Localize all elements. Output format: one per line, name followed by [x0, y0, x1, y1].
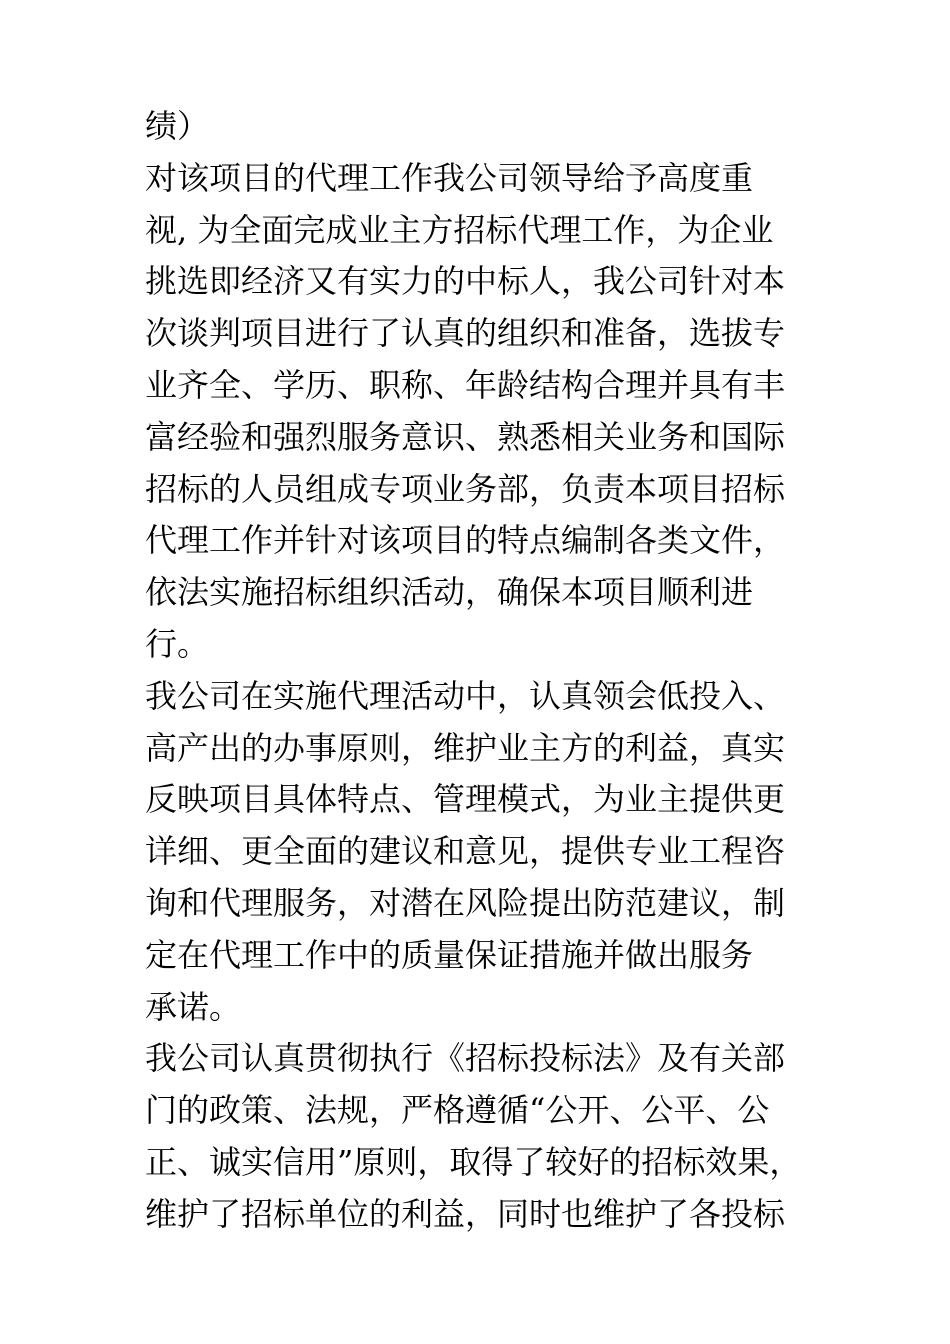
text-line: 业齐全、学历、职称、年龄结构合理并具有丰	[145, 365, 786, 404]
text-line: 定在代理工作中的质量保证措施并做出服务	[145, 935, 754, 974]
text-line: 挑选即经济又有实力的中标人，我公司针对本	[145, 262, 786, 301]
text-line: 门的政策、法规，严格遵循“公开、公平、公	[145, 1091, 770, 1130]
text-line: 维护了招标单位的利益，同时也维护了各投标	[145, 1194, 786, 1233]
text-line: 绩）	[145, 107, 210, 145]
text-line: 招标的人员组成专项业务部，负责本项目招标	[145, 469, 786, 508]
text-line: 高产出的办事原则，维护业主方的利益，真实	[145, 728, 786, 767]
text-line: 次谈判项目进行了认真的组织和准备，选拔专	[145, 314, 786, 353]
text-line: 承诺。	[145, 987, 242, 1026]
text-line: 我公司在实施代理活动中，认真领会低投入、	[145, 676, 786, 715]
text-line: 详细、更全面的建议和意见，提供专业工程咨	[145, 832, 786, 871]
text-line: 依法实施招标组织活动，确保本项目顺利进	[145, 573, 754, 612]
body-text	[145, 101, 845, 1241]
text-line: 代理工作并针对该项目的特点编制各类文件，	[145, 521, 786, 560]
text-line: 询和代理服务，对潜在风险提出防范建议，制	[145, 883, 786, 922]
text-line: 正、诚实信用”原则，取得了较好的招标效果，	[145, 1142, 802, 1181]
text-line: 富经验和强烈服务意识、熟悉相关业务和国际	[145, 417, 786, 456]
text-line: 行。	[145, 624, 210, 663]
text-line: 视, 为全面完成业主方招标代理工作，为企业	[145, 210, 774, 249]
text-line: 对该项目的代理工作我公司领导给予高度重	[145, 158, 754, 197]
text-line: 反映项目具体特点、管理模式，为业主提供更	[145, 780, 786, 819]
text-line: 我公司认真贯彻执行《招标投标法》及有关部	[145, 1039, 786, 1078]
